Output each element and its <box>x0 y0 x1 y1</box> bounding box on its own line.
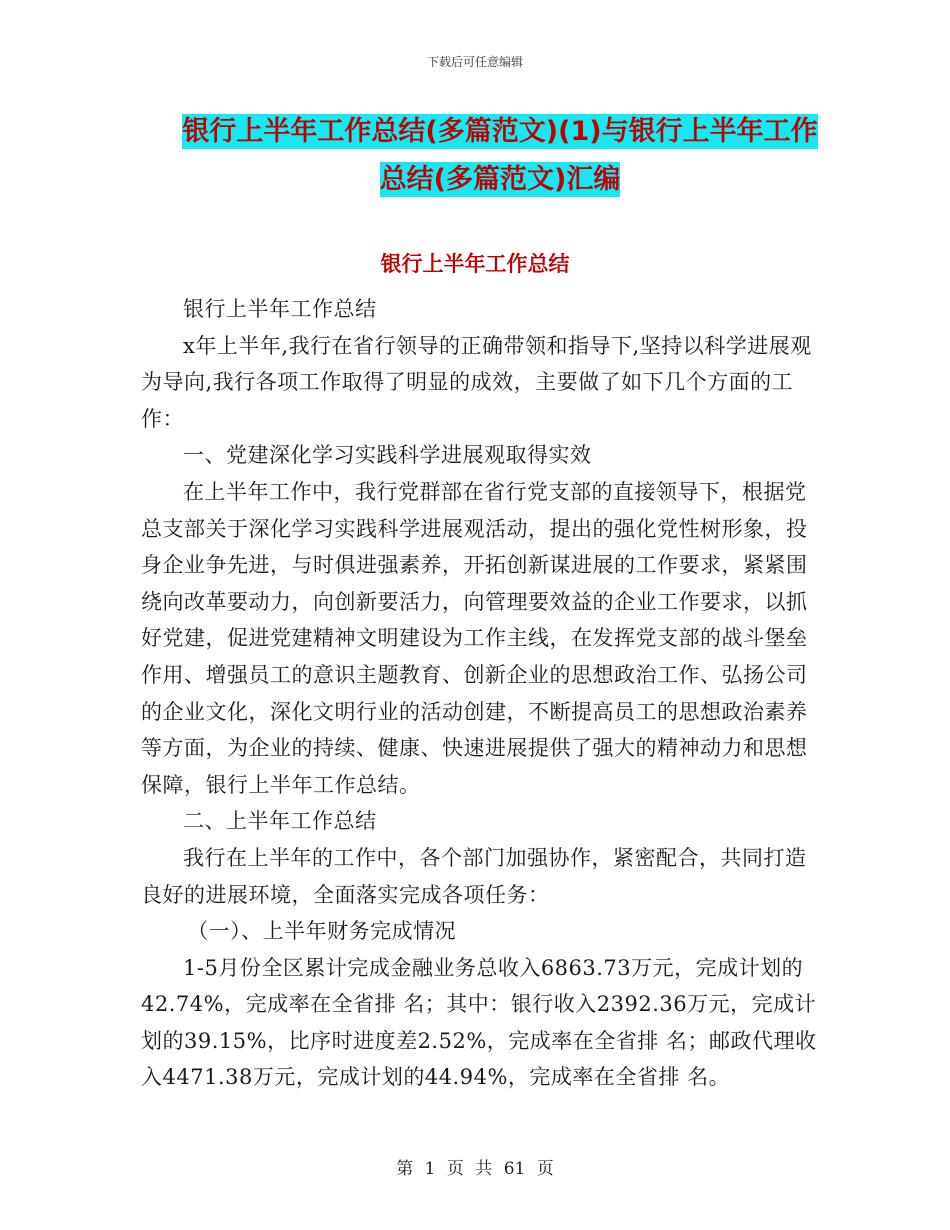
document-title-line1: 银行上半年工作总结(多篇范文)(1)与银行上半年工作 <box>182 116 818 147</box>
paragraph-party-building: 在上半年工作中，我行党群部在省行党支部的直接领导下，根据党总支部关于深化学习实践科学进展观活动，提出的强化党性树形象，投身企业争先进，与时俱进强素养，开拓创新谋进展的工作要求，紧紧围绕向改革要动力，向创新要活力，向管理要效益的企业工作要求，以抓好党建，促进党建精神文明建设为工作主线，在发挥党支部的战斗堡垒作用、增强员工的意识主题教育、创新企业的思想政治工作、弘扬公司的企业文化，深化文明行业的活动创建，不断提高员工的思想政治素养等方面，为企业的持续、健康、快速进展提供了强大的精神动力和思想保障，银行上半年工作总结。 <box>141 479 808 797</box>
document-title <box>100 108 900 204</box>
paragraph-half-year-summary: 我行在上半年的工作中，各个部门加强协作，紧密配合，共同打造良好的进展环境，全面落实完成各项任务： <box>141 845 807 907</box>
section-title: 银行上半年工作总结 <box>380 252 570 276</box>
document-title-line2: 总结(多篇范文)汇编 <box>379 164 621 195</box>
paragraph-financial-status: 1-5月份全区累计完成金融业务总收入6863.73万元，完成计划的42.74%，完成率在全省排 名；其中：银行收入2392.36万元，完成计划的39.15%，比序时进度差2.52%，完成率在全省排 名；邮政代理收入4471.38万元，完成计划的44.94%，完成率在全省排 名。 <box>141 955 817 1090</box>
paragraph-subtitle: 银行上半年工作总结 <box>183 297 377 321</box>
header-note: 下载后可任意编辑 <box>426 55 523 69</box>
paragraph-intro: x年上半年,我行在省行领导的正确带领和指导下,坚持以科学进展观为导向,我行各项工作取得了明显的成效，主要做了如下几个方面的工作： <box>141 333 812 431</box>
heading-financial-status: （一）、上半年财务完成情况 <box>187 919 457 944</box>
heading-party-building: 一、党建深化学习实践科学进展观取得实效 <box>183 443 592 468</box>
document-body <box>141 291 821 1096</box>
page-number: 第 1 页 共 61 页 <box>396 1159 554 1179</box>
heading-half-year-summary: 二、上半年工作总结 <box>183 809 377 834</box>
